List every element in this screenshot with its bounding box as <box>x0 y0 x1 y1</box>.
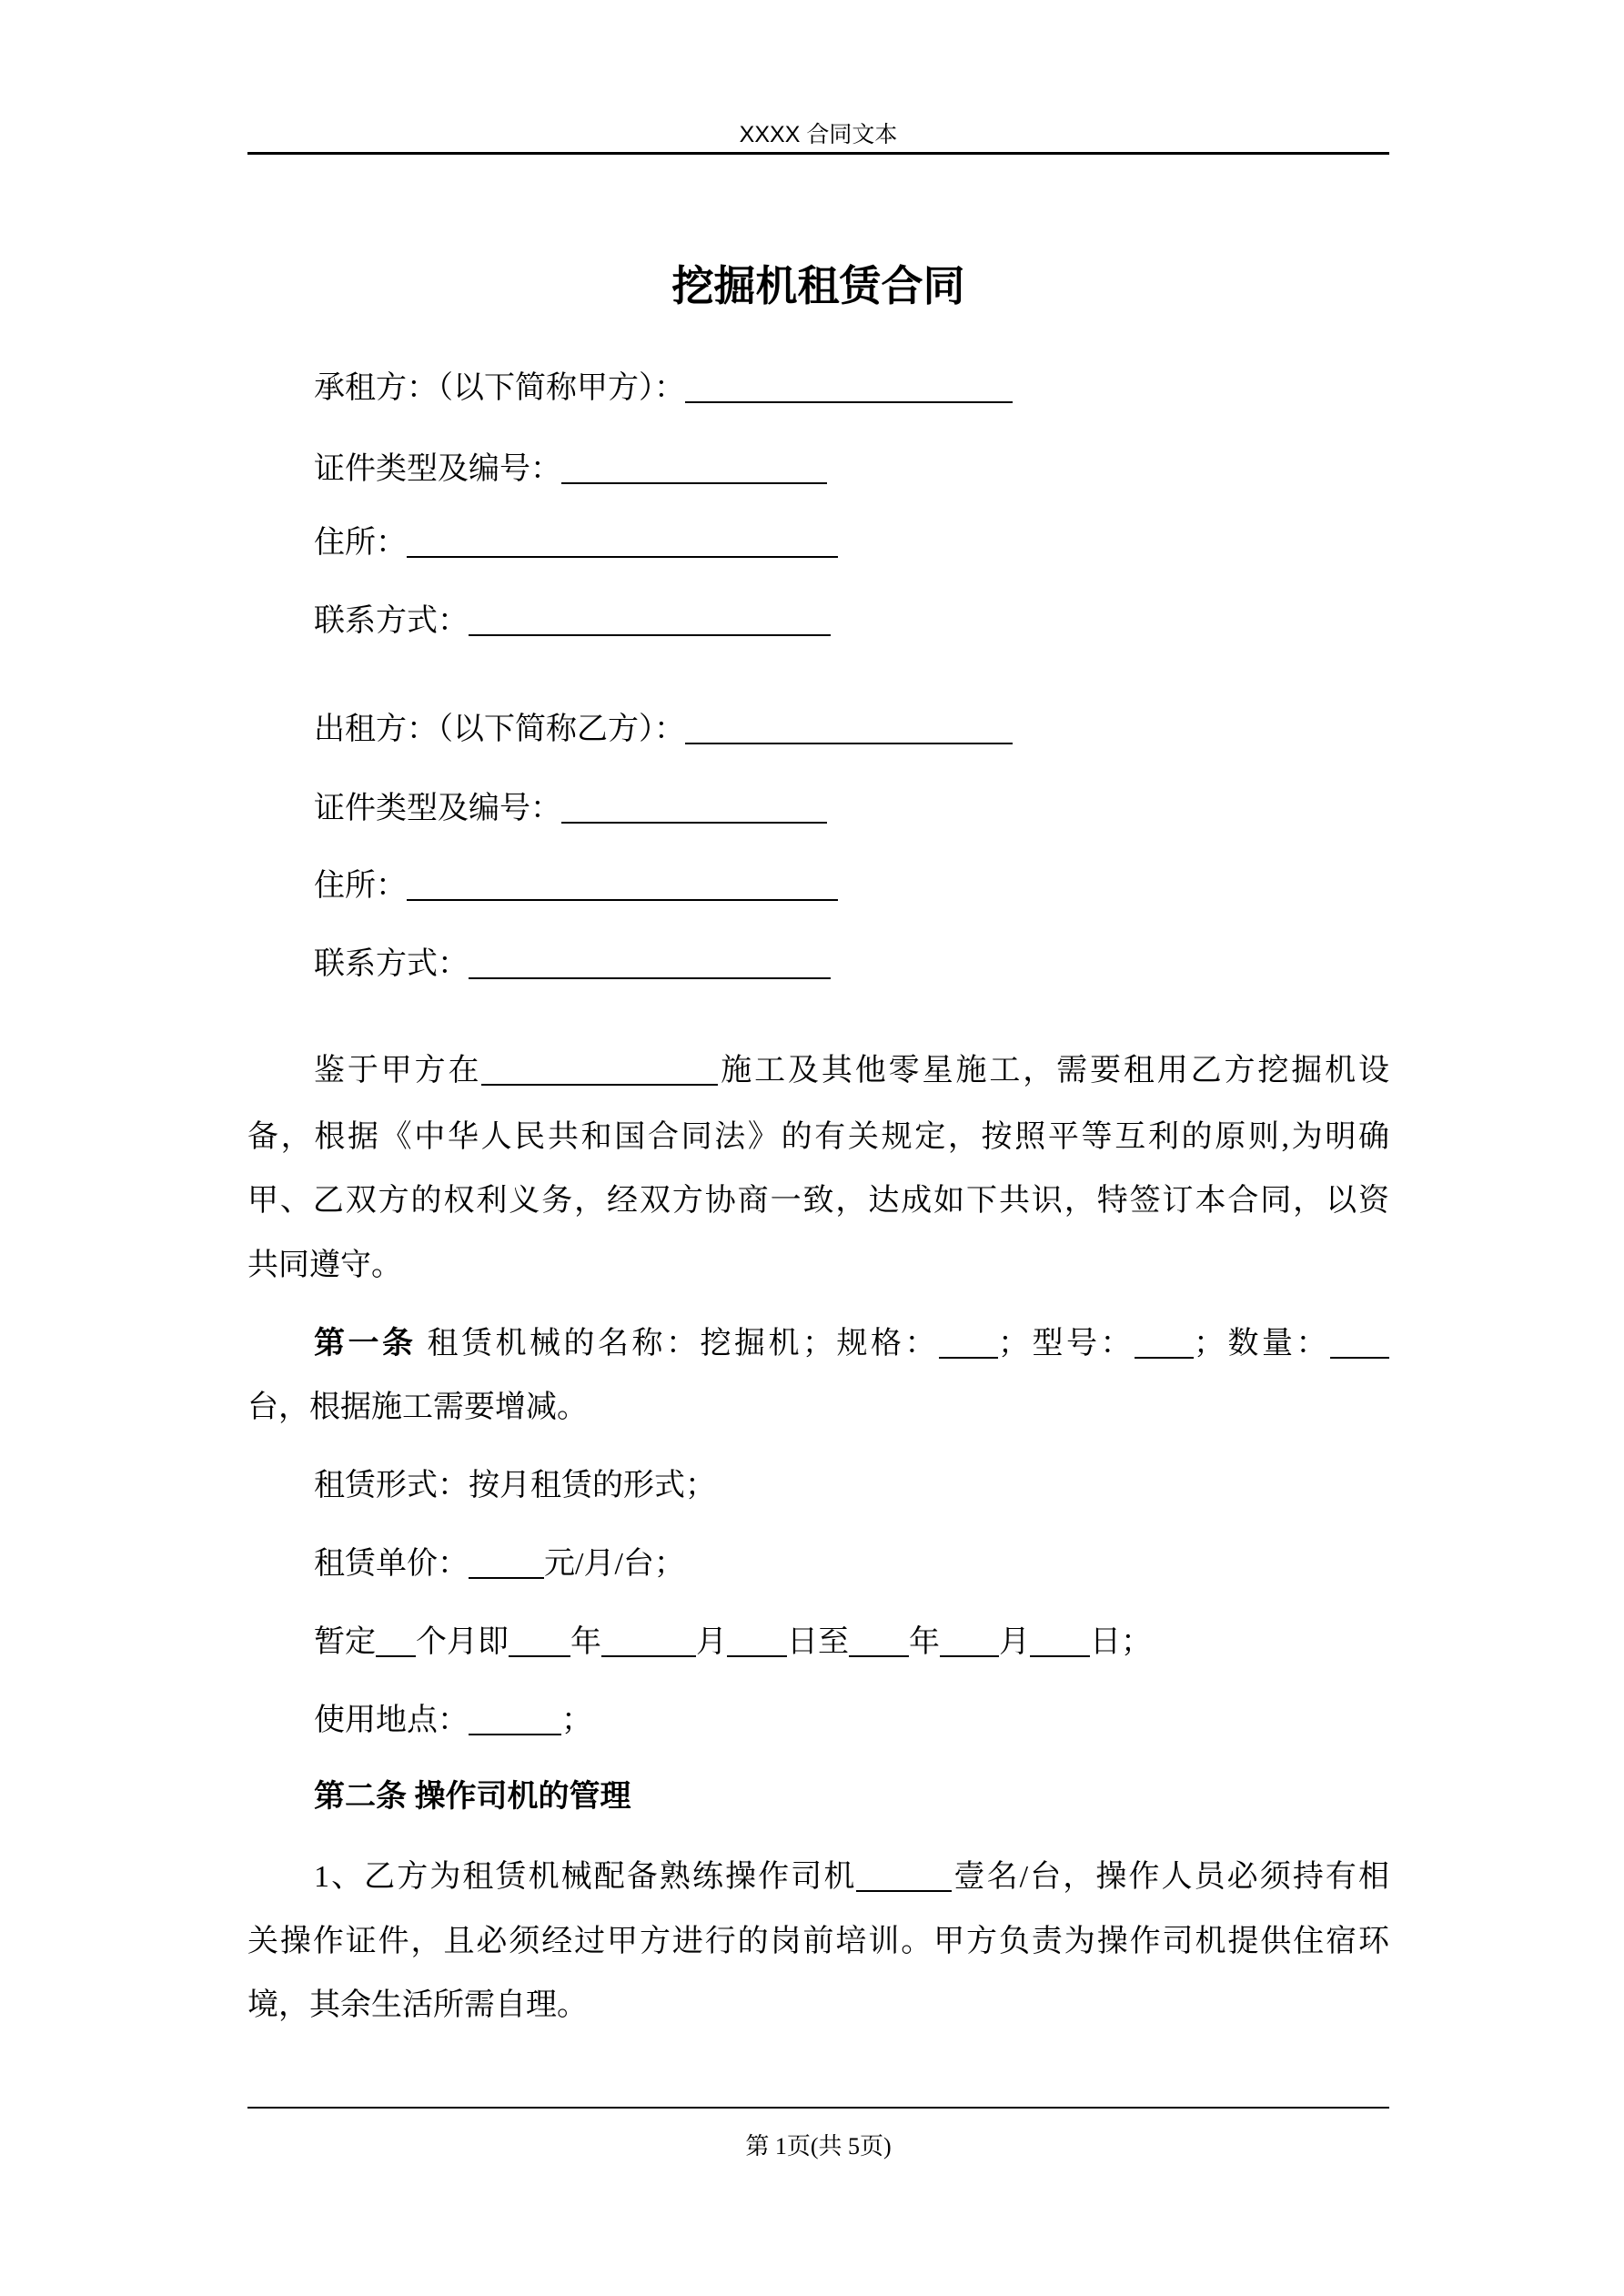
text: ；型号： <box>998 1327 1135 1360</box>
end-year-blank[interactable] <box>849 1624 909 1657</box>
header-rule <box>247 152 1389 155</box>
spec-blank[interactable] <box>939 1326 998 1359</box>
party-a-name-line <box>247 369 1389 409</box>
party-b-contact-blank[interactable] <box>469 946 831 979</box>
label: 住所： <box>314 526 407 560</box>
page-number: 第 1页(共 5页) <box>745 2133 892 2159</box>
article1-heading: 第一条 <box>314 1327 417 1360</box>
site-blank[interactable] <box>481 1053 718 1086</box>
text: 年 <box>909 1625 940 1659</box>
text: 月 <box>696 1625 727 1659</box>
page-header: XXXX 合同文本 <box>739 122 898 147</box>
start-month-blank[interactable] <box>601 1624 696 1657</box>
party-a-contact-blank[interactable] <box>469 603 831 636</box>
article1-line-1 <box>247 1324 1389 1364</box>
preamble-line-1 <box>247 1051 1389 1091</box>
text: ；数量： <box>1194 1327 1330 1360</box>
text: 日至 <box>787 1625 849 1659</box>
text: 使用地点： <box>314 1704 469 1737</box>
usage-place-line <box>247 1701 1389 1741</box>
text: 元/月/台； <box>544 1547 685 1581</box>
label: 证件类型及编号： <box>314 792 561 825</box>
rental-period-line <box>247 1623 1389 1663</box>
party-b-contact-line <box>247 945 1389 985</box>
party-a-id-line <box>247 450 1389 490</box>
text: 鉴于甲方在 <box>314 1054 482 1087</box>
start-day-blank[interactable] <box>727 1624 787 1657</box>
text: 施工及其他零星施工，需要租用乙方挖掘机设 <box>718 1054 1390 1087</box>
text: 年 <box>570 1625 601 1659</box>
text: 暂定 <box>314 1625 376 1659</box>
label: 住所： <box>314 869 407 903</box>
driver-blank[interactable] <box>856 1859 952 1892</box>
footer-rule <box>247 2107 1389 2109</box>
label: 联系方式： <box>314 947 469 981</box>
text: 壹名/台，操作人员必须持有相 <box>952 1860 1390 1894</box>
start-year-blank[interactable] <box>509 1624 570 1657</box>
text: ； <box>561 1704 592 1737</box>
party-a-id-blank[interactable] <box>561 451 827 484</box>
party-a-address-line <box>247 523 1389 563</box>
party-b-name-line <box>247 710 1389 750</box>
months-blank[interactable] <box>376 1624 416 1657</box>
preamble-line-3: 甲、乙双方的权利义务，经双方协商一致，达成如下共识，特签订本合同，以资 <box>247 1184 1389 1218</box>
article1-line-2: 台，根据施工需要增减。 <box>247 1391 588 1424</box>
article2-heading: 第二条 操作司机的管理 <box>314 1780 631 1814</box>
price-blank[interactable] <box>469 1546 544 1579</box>
text: 租赁机械的名称：挖掘机；规格： <box>427 1327 939 1360</box>
party-b-id-blank[interactable] <box>561 791 827 824</box>
model-blank[interactable] <box>1135 1326 1194 1359</box>
party-b-id-line <box>247 789 1389 829</box>
party-b-address-blank[interactable] <box>407 868 838 901</box>
document-title: 挖掘机租赁合同 <box>671 263 965 309</box>
text: 日； <box>1090 1625 1152 1659</box>
quantity-blank[interactable] <box>1330 1326 1389 1359</box>
party-b-address-line <box>247 866 1389 906</box>
party-b-name-blank[interactable] <box>685 712 1013 744</box>
end-day-blank[interactable] <box>1030 1624 1090 1657</box>
preamble-line-4: 共同遵守。 <box>247 1249 402 1282</box>
end-month-blank[interactable] <box>940 1624 999 1657</box>
party-a-address-blank[interactable] <box>407 525 838 558</box>
rental-form: 租赁形式：按月租赁的形式； <box>314 1469 716 1502</box>
text: 个月即 <box>416 1625 509 1659</box>
place-blank[interactable] <box>469 1703 561 1735</box>
rental-price-line <box>247 1544 1389 1584</box>
label: 承租方：（以下简称甲方）： <box>314 371 685 405</box>
label: 出租方：（以下简称乙方）： <box>314 713 685 746</box>
text: 1、乙方为租赁机械配备熟练操作司机 <box>314 1860 857 1894</box>
preamble-line-2: 备，根据《中华人民共和国合同法》的有关规定，按照平等互利的原则,为明确 <box>247 1120 1389 1154</box>
article2-line-3: 境，其余生活所需自理。 <box>247 1988 588 2022</box>
text: 月 <box>999 1625 1030 1659</box>
text: 租赁单价： <box>314 1547 469 1581</box>
label: 证件类型及编号： <box>314 452 561 486</box>
article2-line-1 <box>247 1857 1389 1897</box>
party-a-name-blank[interactable] <box>685 370 1013 403</box>
label: 联系方式： <box>314 604 469 638</box>
article2-line-2: 关操作证件，且必须经过甲方进行的岗前培训。甲方负责为操作司机提供住宿环 <box>247 1925 1389 1958</box>
party-a-contact-line <box>247 602 1389 642</box>
